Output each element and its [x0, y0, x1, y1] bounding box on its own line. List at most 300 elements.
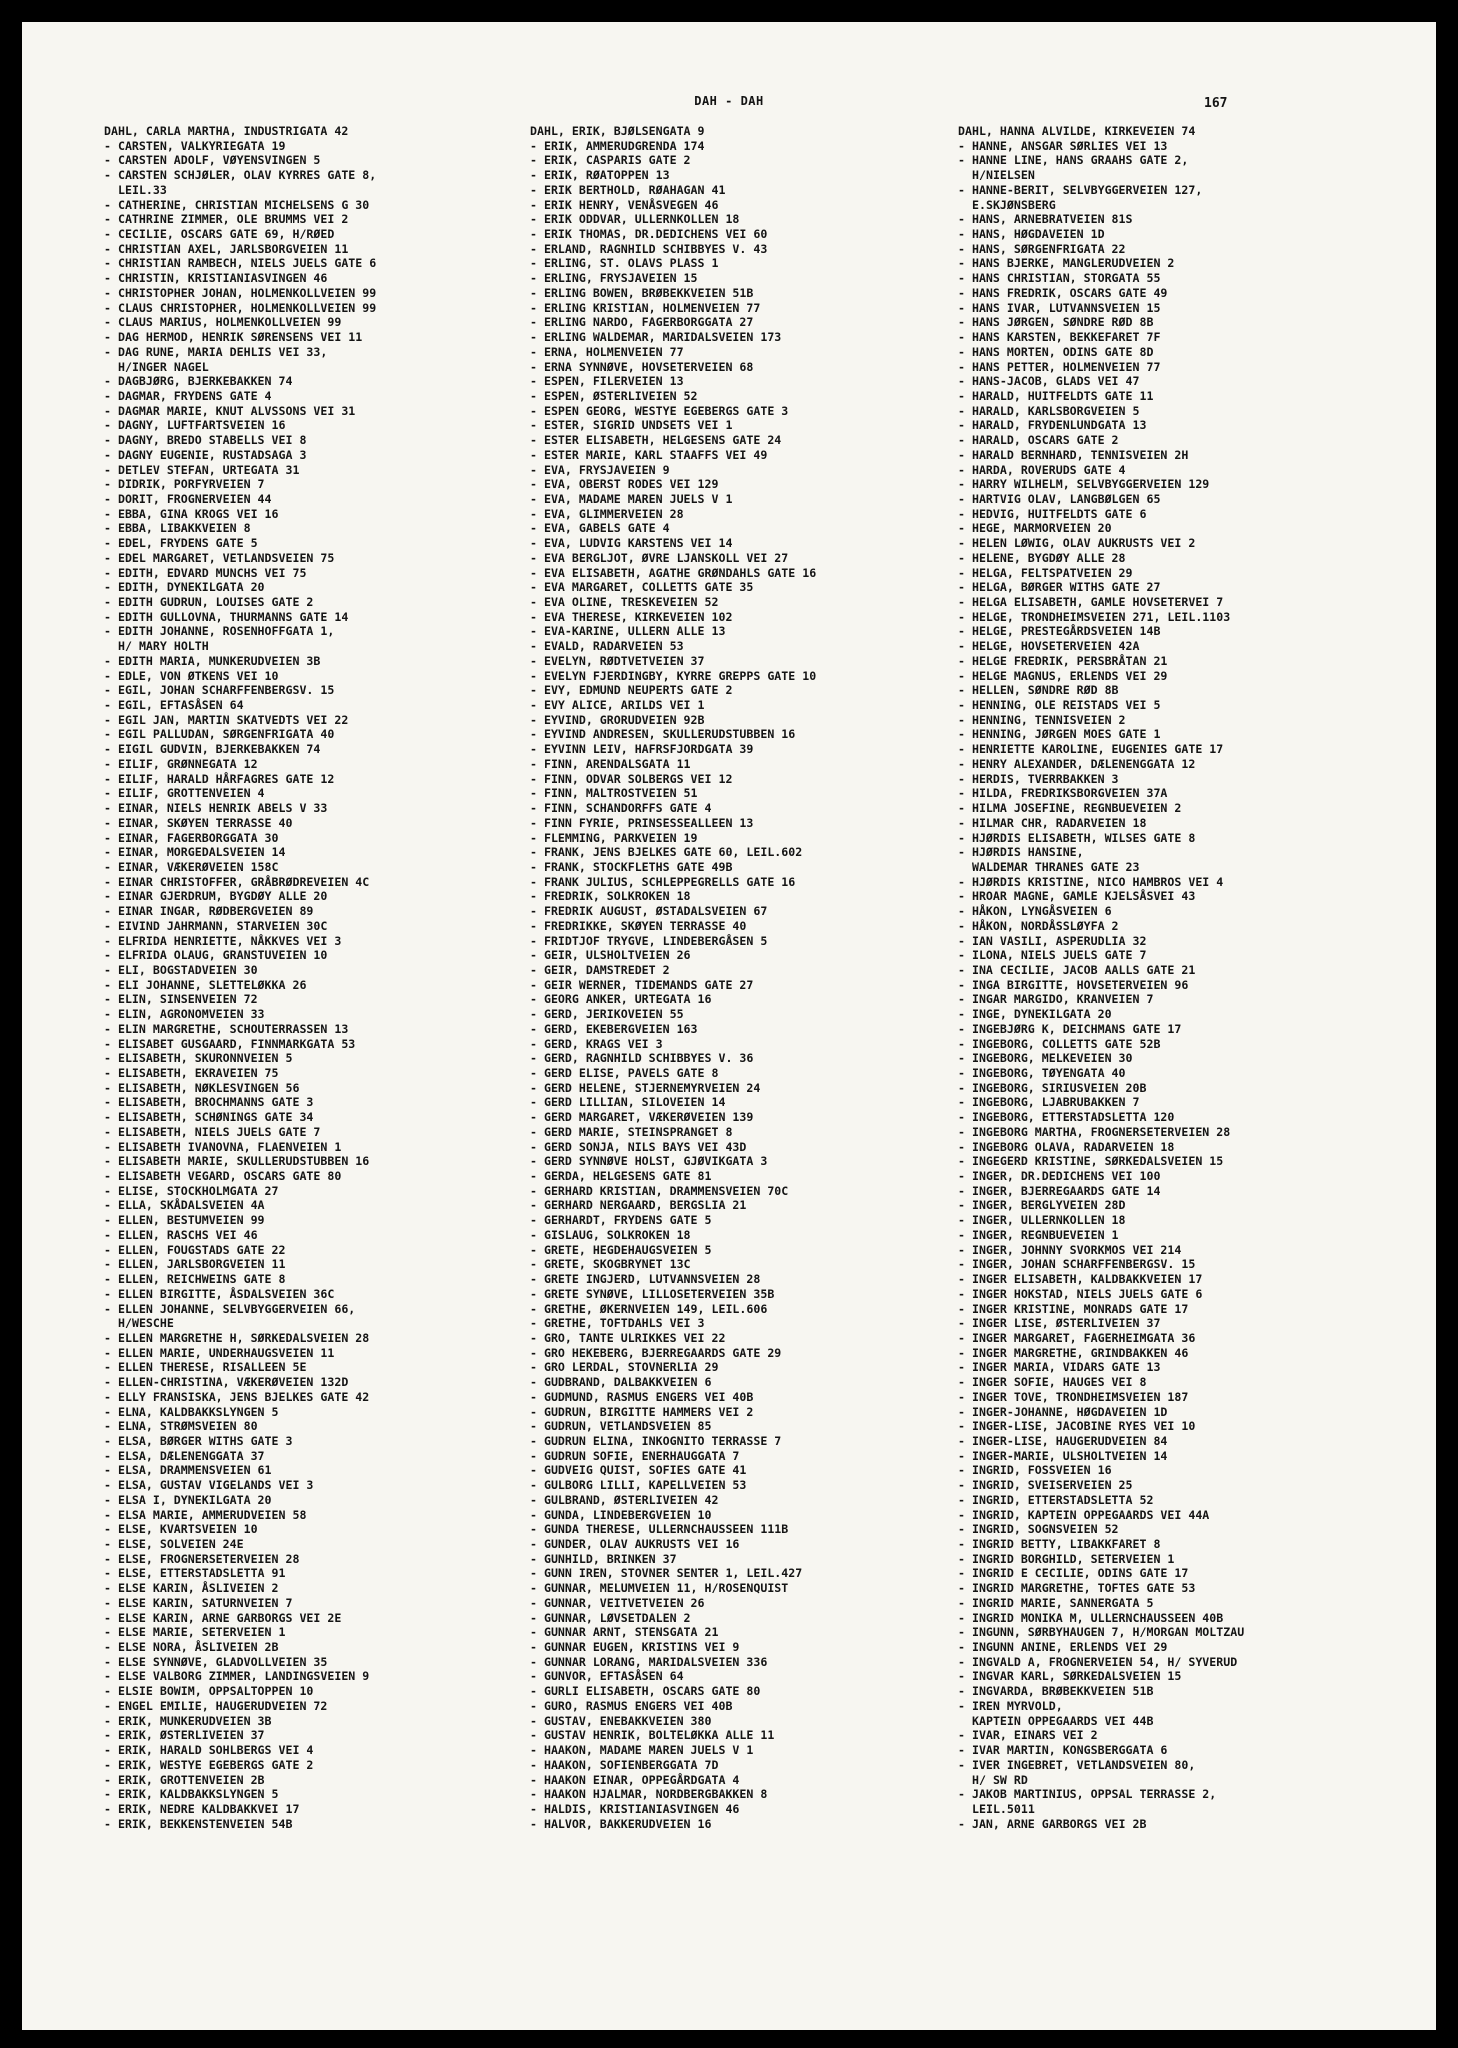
directory-entry: - CARSTEN SCHJØLER, OLAV KYRRES GATE 8,	[104, 168, 377, 183]
directory-entry: - INGE, DYNEKILGATA 20	[958, 1007, 1112, 1022]
directory-entry: - HEDVIG, HUITFELDTS GATE 6	[958, 506, 1147, 521]
directory-entry: - ELLEN, FOUGSTADS GATE 22	[104, 1242, 286, 1257]
directory-entry: - ELSA, GUSTAV VIGELANDS VEI 3	[104, 1478, 314, 1493]
directory-entry: - INGER, JOHNNY SVORKMOS VEI 214	[958, 1242, 1182, 1257]
directory-entry: - CARSTEN, VALKYRIEGATA 19	[104, 138, 286, 153]
directory-entry: - INGER-LISE, HAUGERUDVEIEN 84	[958, 1433, 1168, 1448]
directory-entry: - CHRISTOPHER JOHAN, HOLMENKOLLVEIEN 99	[104, 285, 377, 300]
directory-entry: - ELISABET GUSGAARD, FINNMARKGATA 53	[104, 1036, 356, 1051]
directory-entry: - ELLEN, JARLSBORGVEIEN 11	[104, 1257, 286, 1272]
directory-entry: - HANS, ARNEBRATVEIEN 81S	[958, 212, 1133, 227]
directory-entry: - HANS FREDRIK, OSCARS GATE 49	[958, 285, 1168, 300]
directory-entry: - EVALD, RADARVEIEN 53	[530, 639, 684, 654]
directory-entry: - HANS IVAR, LUTVANNSVEIEN 15	[958, 300, 1161, 315]
directory-entry: - ESTER, SIGRID UNDSETS VEI 1	[530, 418, 733, 433]
directory-entry: - HENNING, OLE REISTADS VEI 5	[958, 698, 1161, 713]
directory-entry: - ERLING KRISTIAN, HOLMENVEIEN 77	[530, 300, 761, 315]
directory-entry: - GUDRUN SOFIE, ENERHAUGGATA 7	[530, 1448, 740, 1463]
directory-entry: - INGRID E CECILIE, ODINS GATE 17	[958, 1566, 1189, 1581]
directory-entry: - EINAR, SKØYEN TERRASSE 40	[104, 815, 293, 830]
directory-entry: - HELGE MAGNUS, ERLENDS VEI 29	[958, 668, 1168, 683]
directory-entry: - ELISE, STOCKHOLMGATA 27	[104, 1183, 279, 1198]
directory-entry: - HELGE, TRONDHEIMSVEIEN 271, LEIL.1103	[958, 609, 1231, 624]
directory-entry: - ERIK ODDVAR, ULLERNKOLLEN 18	[530, 212, 740, 227]
directory-entry: - HJØRDIS ELISABETH, WILSES GATE 8	[958, 830, 1196, 845]
directory-entry: - ELISABETH, EKRAVEIEN 75	[104, 1066, 279, 1080]
directory-entry: - ELSE SYNNØVE, GLADVOLLVEIEN 35	[104, 1654, 328, 1669]
directory-entry: - HANNE-BERIT, SELVBYGGERVEIEN 127,	[958, 182, 1203, 197]
directory-entry: - FINN, ODVAR SOLBERGS VEI 12	[530, 771, 733, 786]
directory-entry: - GUNDA THERESE, ULLERNCHAUSSEEN 111B	[530, 1522, 789, 1537]
directory-entry: - ELIN, AGRONOMVEIEN 33	[104, 1007, 265, 1022]
directory-entry: - EDEL, FRYDENS GATE 5	[104, 536, 258, 551]
directory-entry: - HANS, SØRGENFRIGATA 22	[958, 241, 1126, 256]
directory-entry: - GUNHILD, BRINKEN 37	[530, 1551, 677, 1566]
directory-entry: - ELLEN, REICHWEINS GATE 8	[104, 1272, 286, 1287]
directory-entry: - GERD LILLIAN, SILOVEIEN 14	[530, 1095, 726, 1110]
directory-entry: - ELISABETH, NIELS JUELS GATE 7	[104, 1124, 321, 1139]
directory-entry: - HALDIS, KRISTIANIASVINGEN 46	[530, 1801, 740, 1816]
directory-entry: - GUDVEIG QUIST, SOFIES GATE 41	[530, 1463, 747, 1478]
directory-entry: - ELISABETH, BROCHMANNS GATE 3	[104, 1095, 314, 1110]
directory-entry: - ELLEN, RASCHS VEI 46	[104, 1227, 258, 1242]
directory-entry: - JAN, ARNE GARBORGS VEI 2B	[958, 1816, 1147, 1831]
directory-entry: - INGAR MARGIDO, KRANVEIEN 7	[958, 992, 1154, 1007]
directory-entry: - HJØRDIS HANSINE,	[958, 845, 1084, 860]
directory-entry: - GUDMUND, RASMUS ENGERS VEI 40B	[530, 1389, 754, 1404]
directory-entry: - ELFRIDA OLAUG, GRANSTUVEIEN 10	[104, 948, 328, 963]
directory-entry: - ELI, BOGSTADVEIEN 30	[104, 962, 258, 977]
directory-entry: - HELGE, PRESTEGÅRDSVEIEN 14B	[958, 624, 1161, 639]
directory-entry: - GUSTAV HENRIK, BOLTELØKKA ALLE 11	[530, 1728, 775, 1743]
directory-entry: - EVA, OBERST RODES VEI 129	[530, 477, 719, 492]
directory-entry: - EIGIL GUDVIN, BJERKEBAKKEN 74	[104, 742, 321, 757]
directory-entry: - HENRIETTE KAROLINE, EUGENIES GATE 17	[958, 742, 1224, 757]
directory-entry: - DAGBJØRG, BJERKEBAKKEN 74	[104, 374, 293, 389]
directory-entry: - DAG HERMOD, HENRIK SØRENSENS VEI 11	[104, 330, 363, 345]
directory-entry: - GEIR, ULSHOLTVEIEN 26	[530, 948, 691, 963]
directory-entry: - ELSE, SOLVEIEN 24E	[104, 1537, 244, 1551]
directory-entry: - ELLEN JOHANNE, SELVBYGGERVEIEN 66,	[104, 1301, 356, 1316]
directory-entry: - ELLA, SKÅDALSVEIEN 4A	[104, 1198, 265, 1213]
directory-entry: - GERD, RAGNHILD SCHIBBYES V. 36	[530, 1051, 754, 1066]
directory-entry: - ELISABETH IVANOVNA, FLAENVEIEN 1	[104, 1139, 342, 1154]
directory-entry: - EYVIND, GRORUDVEIEN 92B	[530, 712, 705, 727]
directory-column-3	[958, 124, 1396, 1831]
directory-entry: - INGRID MARIE, SANNERGATA 5	[958, 1595, 1154, 1610]
directory-entry: - IVAR, EINARS VEI 2	[958, 1728, 1098, 1743]
directory-entry: - EVA BERGLJOT, ØVRE LJANSKOLL VEI 27	[530, 550, 789, 565]
directory-entry: - HÅKON, NORDÅSSLØYFA 2	[958, 918, 1119, 933]
directory-entry: - HANS MORTEN, ODINS GATE 8D	[958, 344, 1154, 359]
directory-entry: - GUNNAR ARNT, STENSGATA 21	[530, 1625, 719, 1640]
directory-entry: - EVELYN FJERDINGBY, KYRRE GREPPS GATE 10	[530, 668, 817, 683]
directory-entry: - GRETE INGJERD, LUTVANNSVEIEN 28	[530, 1272, 761, 1287]
directory-entry: - EVA, LUDVIG KARSTENS VEI 14	[530, 536, 733, 551]
directory-entry: - GEIR WERNER, TIDEMANDS GATE 27	[530, 977, 754, 992]
directory-entry: - INGER-JOHANNE, HØGDAVEIEN 1D	[958, 1404, 1168, 1419]
directory-entry: - EYVINN LEIV, HAFRSFJORDGATA 39	[530, 742, 754, 757]
directory-entry: - INGRID BETTY, LIBAKKFARET 8	[958, 1537, 1161, 1551]
directory-entry: - ERIK HENRY, VENÅSVEGEN 46	[530, 197, 719, 212]
directory-entry: - INGRID MONIKA M, ULLERNCHAUSSEEN 40B	[958, 1610, 1224, 1625]
directory-entry: - EDITH, DYNEKILGATA 20	[104, 580, 265, 595]
directory-entry: - INGEGERD KRISTINE, SØRKEDALSVEIEN 15	[958, 1154, 1224, 1169]
directory-entry: - ELSE KARIN, ÅSLIVEIEN 2	[104, 1581, 279, 1596]
directory-entry: - GULBORG LILLI, KAPELLVEIEN 53	[530, 1478, 747, 1493]
directory-entry: - EILIF, GRØNNEGATA 12	[104, 756, 258, 771]
directory-entry: - INGEBORG, COLLETTS GATE 52B	[958, 1036, 1161, 1051]
directory-entry: - GUNNAR LORANG, MARIDALSVEIEN 336	[530, 1654, 768, 1669]
directory-entry: - HELGE FREDRIK, PERSBRÅTAN 21	[958, 653, 1168, 668]
directory-entry: - INGEBORG, MELKEVEIEN 30	[958, 1051, 1133, 1066]
directory-entry: - HROAR MAGNE, GAMLE KJELSÅSVEI 43	[958, 889, 1196, 904]
directory-entry: - HANS-JACOB, GLADS VEI 47	[958, 374, 1140, 389]
directory-entry: - INGVALD A, FROGNERVEIEN 54, H/ SYVERUD	[958, 1654, 1238, 1669]
directory-entry: DAHL, ERIK, BJØLSENGATA 9	[530, 124, 705, 138]
directory-entry: - GUNDA, LINDEBERGVEIEN 10	[530, 1507, 712, 1522]
directory-entry: - ELNA, KALDBAKKSLYNGEN 5	[104, 1404, 279, 1419]
directory-entry: - ELSA, DÆLENENGGATA 37	[104, 1448, 265, 1463]
directory-entry: - ESTER ELISABETH, HELGESENS GATE 24	[530, 433, 782, 448]
directory-entry: - GUNNAR, VEITVETVEIEN 26	[530, 1595, 705, 1610]
directory-entry: - GRETHE, ØKERNVEIEN 149, LEIL.606	[530, 1301, 768, 1316]
directory-entry: - HILDA, FREDRIKSBORGVEIEN 37A	[958, 786, 1168, 801]
directory-entry: - INGEBORG, LJABRUBAKKEN 7	[958, 1095, 1140, 1110]
directory-entry: - EVA, GLIMMERVEIEN 28	[530, 506, 684, 521]
directory-entry: - ELISABETH VEGARD, OSCARS GATE 80	[104, 1169, 342, 1184]
directory-entry: - FREDRIKKE, SKØYEN TERRASSE 40	[530, 918, 747, 933]
directory-entry: - EDITH GUDRUN, LOUISES GATE 2	[104, 595, 314, 609]
directory-entry: - ESPEN GEORG, WESTYE EGEBERGS GATE 3	[530, 403, 789, 418]
directory-entry: - GRO LERDAL, STOVNERLIA 29	[530, 1360, 719, 1375]
directory-entry: - ERIK, HARALD SOHLBERGS VEI 4	[104, 1743, 314, 1758]
directory-entry: - HARALD, KARLSBORGVEIEN 5	[958, 403, 1140, 418]
directory-entry: - GUNNAR EUGEN, KRISTINS VEI 9	[530, 1640, 740, 1655]
directory-entry: - ESPEN, FILERVEIEN 13	[530, 374, 684, 389]
directory-entry: - HELGA, BØRGER WITHS GATE 27	[958, 580, 1161, 595]
directory-entry: - IVAR MARTIN, KONGSBERGGATA 6	[958, 1743, 1168, 1758]
directory-entry: - ELSE VALBORG ZIMMER, LANDINGSVEIEN 9	[104, 1669, 370, 1684]
directory-entry: - FINN FYRIE, PRINSESSEALLEEN 13	[530, 815, 754, 830]
directory-entry: - INGRID, SOGNSVEIEN 52	[958, 1522, 1119, 1537]
directory-entry: - CATHRINE ZIMMER, OLE BRUMMS VEI 2	[104, 212, 349, 227]
directory-entry: - INGER, BJERREGAARDS GATE 14	[958, 1183, 1161, 1198]
directory-entry: - ERIK, BEKKENSTENVEIEN 54B	[104, 1816, 293, 1831]
directory-entry: H/WESCHE	[118, 1316, 174, 1331]
directory-entry: - GRO, TANTE ULRIKKES VEI 22	[530, 1330, 726, 1345]
directory-entry: - INGER-LISE, JACOBINE RYES VEI 10	[958, 1419, 1196, 1434]
directory-entry: - HANS BJERKE, MANGLERUDVEIEN 2	[958, 256, 1175, 271]
directory-entry: - INGER SOFIE, HAUGES VEI 8	[958, 1375, 1147, 1390]
directory-entry: - ELLEN BIRGITTE, ÅSDALSVEIEN 36C	[104, 1286, 335, 1301]
directory-entry: - ELSE KARIN, SATURNVEIEN 7	[104, 1595, 293, 1610]
directory-entry: - DAG RUNE, MARIA DEHLIS VEI 33,	[104, 344, 328, 359]
directory-entry: - INGUNN, SØRBYHAUGEN 7, H/MORGAN MOLTZAU	[958, 1625, 1245, 1640]
directory-entry: - ERIK, AMMERUDGRENDA 174	[530, 138, 705, 153]
directory-entry: - INGER MARIA, VIDARS GATE 13	[958, 1360, 1161, 1375]
directory-entry: - GUNNAR, LØVSETDALEN 2	[530, 1610, 691, 1625]
directory-entry: - GERHARD KRISTIAN, DRAMMENSVEIEN 70C	[530, 1183, 789, 1198]
directory-entry: - HANS CHRISTIAN, STORGATA 55	[958, 271, 1161, 286]
directory-entry: H/ MARY HOLTH	[118, 639, 209, 654]
directory-entry: - ERLING, FRYSJAVEIEN 15	[530, 271, 698, 286]
directory-entry: - EINAR, FAGERBORGGATA 30	[104, 830, 279, 845]
directory-entry: H/ SW RD	[972, 1772, 1028, 1787]
directory-entry: - ERLING, ST. OLAVS PLASS 1	[530, 256, 719, 271]
directory-entry: LEIL.33	[118, 182, 167, 197]
directory-entry: - INGRID, FOSSVEIEN 16	[958, 1463, 1112, 1478]
directory-entry: - GERD SYNNØVE HOLST, GJØVIKGATA 3	[530, 1154, 768, 1169]
directory-entry: - INGER LISE, ØSTERLIVEIEN 37	[958, 1316, 1161, 1331]
directory-entry: - ELLEN MARIE, UNDERHAUGSVEIEN 11	[104, 1345, 335, 1360]
directory-entry: - FLEMMING, PARKVEIEN 19	[530, 830, 698, 845]
directory-entry: - HARALD, OSCARS GATE 2	[958, 433, 1119, 448]
directory-entry: - GUNVOR, EFTASÅSEN 64	[530, 1669, 684, 1684]
directory-entry: - ELISABETH MARIE, SKULLERUDSTUBBEN 16	[104, 1154, 370, 1169]
directory-entry: - HANNE LINE, HANS GRAAHS GATE 2,	[958, 153, 1189, 168]
directory-entry: - INGRID, ETTERSTADSLETTA 52	[958, 1492, 1154, 1507]
directory-entry: - EIVIND JAHRMANN, STARVEIEN 30C	[104, 918, 328, 933]
directory-entry: - ILONA, NIELS JUELS GATE 7	[958, 948, 1147, 963]
directory-entry: - GERD, EKEBERGVEIEN 163	[530, 1021, 698, 1036]
directory-entry: - EVA, GABELS GATE 4	[530, 521, 670, 536]
directory-entry: - ERIK BERTHOLD, RØAHAGAN 41	[530, 182, 726, 197]
directory-entry: - HELGA ELISABETH, GAMLE HOVSETERVEI 7	[958, 595, 1224, 609]
directory-entry: - ERIK, WESTYE EGEBERGS GATE 2	[104, 1757, 314, 1772]
directory-entry: - EVA MARGARET, COLLETTS GATE 35	[530, 580, 754, 595]
directory-entry: - IAN VASILI, ASPERUDLIA 32	[958, 933, 1147, 948]
directory-entry: - ERIK, ØSTERLIVEIEN 37	[104, 1728, 265, 1743]
directory-entry: LEIL.5011	[972, 1801, 1035, 1816]
directory-entry: - EDITH GULLOVNA, THURMANNS GATE 14	[104, 609, 349, 624]
directory-entry: - INGRID MARGRETHE, TOFTES GATE 53	[958, 1581, 1196, 1596]
directory-entry: - GERDA, HELGESENS GATE 81	[530, 1169, 712, 1184]
directory-entry: - DAGNY, BREDO STABELLS VEI 8	[104, 433, 307, 448]
directory-entry: - GERD MARIE, STEINSPRANGET 8	[530, 1124, 733, 1139]
directory-entry: - HARTVIG OLAV, LANGBØLGEN 65	[958, 491, 1161, 506]
directory-entry: - JAKOB MARTINIUS, OPPSAL TERRASSE 2,	[958, 1787, 1217, 1802]
directory-entry: - HJØRDIS KRISTINE, NICO HAMBROS VEI 4	[958, 874, 1224, 889]
directory-entry: - GUSTAV, ENEBAKKVEIEN 380	[530, 1713, 712, 1728]
directory-entry: - DORIT, FROGNERVEIEN 44	[104, 491, 272, 506]
directory-entry: - DAGMAR MARIE, KNUT ALVSSONS VEI 31	[104, 403, 356, 418]
directory-entry: - INGER TOVE, TRONDHEIMSVEIEN 187	[958, 1389, 1189, 1404]
directory-entry: - ERIK, NEDRE KALDBAKKVEI 17	[104, 1801, 300, 1816]
directory-entry: - GERHARDT, FRYDENS GATE 5	[530, 1213, 712, 1228]
directory-entry: - GRETHE, TOFTDAHLS VEI 3	[530, 1316, 705, 1331]
directory-entry: - CHRISTIAN AXEL, JARLSBORGVEIEN 11	[104, 241, 349, 256]
directory-entry: - EVY ALICE, ARILDS VEI 1	[530, 698, 705, 713]
directory-entry: - GURLI ELISABETH, OSCARS GATE 80	[530, 1684, 761, 1699]
directory-entry: - HARDA, ROVERUDS GATE 4	[958, 462, 1126, 477]
directory-entry: - FREDRIK AUGUST, ØSTADALSVEIEN 67	[530, 904, 768, 919]
directory-entry: - ELLEN, BESTUMVEIEN 99	[104, 1213, 265, 1228]
directory-entry: - INGVARDA, BRØBEKKVEIEN 51B	[958, 1684, 1154, 1699]
directory-entry: - HILMAR CHR, RADARVEIEN 18	[958, 815, 1147, 830]
directory-entry: - INGEBORG, SIRIUSVEIEN 20B	[958, 1080, 1147, 1095]
directory-entry: - ELISABETH, SCHØNINGS GATE 34	[104, 1110, 314, 1125]
directory-entry: - INGER ELISABETH, KALDBAKKVEIEN 17	[958, 1272, 1203, 1287]
directory-entry: - EVA OLINE, TRESKEVEIEN 52	[530, 595, 719, 609]
directory-entry: - GEIR, DAMSTREDET 2	[530, 962, 670, 977]
directory-entry: - ERLING BOWEN, BRØBEKKVEIEN 51B	[530, 285, 754, 300]
directory-entry: - GERD ELISE, PAVELS GATE 8	[530, 1066, 719, 1080]
directory-entry: - INGER-MARIE, ULSHOLTVEIEN 14	[958, 1448, 1168, 1463]
directory-entry: H/NIELSEN	[972, 168, 1035, 183]
directory-entry: - CLAUS MARIUS, HOLMENKOLLVEIEN 99	[104, 315, 342, 330]
directory-entry: - ERIK, CASPARIS GATE 2	[530, 153, 691, 168]
directory-entry: - HELLEN, SØNDRE RØD 8B	[958, 683, 1119, 698]
directory-entry: - EVELYN, RØDTVETVEIEN 37	[530, 653, 705, 668]
directory-entry: - GUNN IREN, STOVNER SENTER 1, LEIL.427	[530, 1566, 803, 1581]
directory-entry: - INGER, REGNBUEVEIEN 1	[958, 1227, 1119, 1242]
directory-entry: - CHRISTIAN RAMBECH, NIELS JUELS GATE 6	[104, 256, 377, 271]
directory-entry: - ELSA MARIE, AMMERUDVEIEN 58	[104, 1507, 307, 1522]
directory-entry: - IREN MYRVOLD,	[958, 1698, 1063, 1713]
directory-entry: - FRANK, JENS BJELKES GATE 60, LEIL.602	[530, 845, 803, 860]
directory-entry: - EVA-KARINE, ULLERN ALLE 13	[530, 624, 726, 639]
directory-entry: - EDLE, VON ØTKENS VEI 10	[104, 668, 279, 683]
directory-entry: - ERIK, RØATOPPEN 13	[530, 168, 670, 183]
directory-entry: - EDITH JOHANNE, ROSENHOFFGATA 1,	[104, 624, 335, 639]
directory-entry: - GUDBRAND, DALBAKKVEIEN 6	[530, 1375, 712, 1390]
directory-entry: - EGIL JAN, MARTIN SKATVEDTS VEI 22	[104, 712, 349, 727]
directory-entry: - DAGMAR, FRYDENS GATE 4	[104, 388, 272, 403]
directory-entry: - EINAR, VÆKERØVEIEN 158C	[104, 859, 279, 874]
directory-entry: - INGER KRISTINE, MONRADS GATE 17	[958, 1301, 1189, 1316]
directory-entry: - ELSE MARIE, SETERVEIEN 1	[104, 1625, 286, 1640]
directory-entry: - GRO HEKEBERG, BJERREGAARDS GATE 29	[530, 1345, 782, 1360]
directory-entry: - INGEBORG OLAVA, RADARVEIEN 18	[958, 1139, 1175, 1154]
directory-entry: - HARALD, HUITFELDTS GATE 11	[958, 388, 1154, 403]
running-head: DAH - DAH	[694, 94, 764, 108]
directory-entry: DAHL, CARLA MARTHA, INDUSTRIGATA 42	[104, 124, 349, 138]
directory-entry: - GERD MARGARET, VÆKERØVEIEN 139	[530, 1110, 754, 1125]
directory-entry: - ENGEL EMILIE, HAUGERUDVEIEN 72	[104, 1698, 328, 1713]
directory-entry: - HAAKON HJALMAR, NORDBERGBAKKEN 8	[530, 1787, 768, 1802]
directory-entry: - FRANK JULIUS, SCHLEPPEGRELLS GATE 16	[530, 874, 796, 889]
directory-entry: - INGRID BORGHILD, SETERVEIEN 1	[958, 1551, 1175, 1566]
directory-entry: - HAAKON, MADAME MAREN JUELS V 1	[530, 1743, 754, 1758]
directory-entry: - CHRISTIN, KRISTIANIASVINGEN 46	[104, 271, 328, 286]
directory-entry: - EVY, EDMUND NEUPERTS GATE 2	[530, 683, 733, 698]
directory-entry: - ELLEN MARGRETHE H, SØRKEDALSVEIEN 28	[104, 1330, 370, 1345]
directory-entry: - INGER MARGARET, FAGERHEIMGATA 36	[958, 1330, 1196, 1345]
directory-entry: - GRETE SYNØVE, LILLOSETERVEIEN 35B	[530, 1286, 775, 1301]
directory-entry: - HARRY WILHELM, SELVBYGGERVEIEN 129	[958, 477, 1210, 492]
directory-entry: - HANNE, ANSGAR SØRLIES VEI 13	[958, 138, 1168, 153]
directory-entry: - INGER HOKSTAD, NIELS JUELS GATE 6	[958, 1286, 1203, 1301]
directory-entry: - HANS JØRGEN, SØNDRE RØD 8B	[958, 315, 1154, 330]
page-number: 167	[1204, 96, 1228, 111]
directory-entry: - EILIF, GROTTENVEIEN 4	[104, 786, 265, 801]
directory-entry: - FINN, ARENDALSGATA 11	[530, 756, 691, 771]
directory-entry: - EINAR GJERDRUM, BYGDØY ALLE 20	[104, 889, 328, 904]
directory-entry: - INGEBORG, TØYENGATA 40	[958, 1066, 1126, 1080]
directory-entry: - EINAR, MORGEDALSVEIEN 14	[104, 845, 286, 860]
directory-entry: - EINAR INGAR, RØDBERGVEIEN 89	[104, 904, 314, 919]
directory-entry: - INGUNN ANINE, ERLENDS VEI 29	[958, 1640, 1168, 1655]
directory-entry: - ERLING NARDO, FAGERBORGGATA 27	[530, 315, 754, 330]
directory-entry: - ERLING WALDEMAR, MARIDALSVEIEN 173	[530, 330, 782, 345]
directory-entry: - EINAR, NIELS HENRIK ABELS V 33	[104, 801, 328, 816]
directory-entry: - INGER, BERGLYVEIEN 28D	[958, 1198, 1126, 1213]
directory-entry: - ESPEN, ØSTERLIVEIEN 52	[530, 388, 698, 403]
directory-entry: - CARSTEN ADOLF, VØYENSVINGEN 5	[104, 153, 321, 168]
directory-entry: - CATHERINE, CHRISTIAN MICHELSENS G 30	[104, 197, 370, 212]
directory-entry: - ERIK, MUNKERUDVEIEN 3B	[104, 1713, 272, 1728]
directory-entry: - HEGE, MARMORVEIEN 20	[958, 521, 1112, 536]
directory-entry: - GISLAUG, SOLKROKEN 18	[530, 1227, 691, 1242]
directory-entry: - EYVIND ANDRESEN, SKULLERUDSTUBBEN 16	[530, 727, 796, 742]
directory-entry: - HARALD, FRYDENLUNDGATA 13	[958, 418, 1147, 433]
directory-entry: - ERLAND, RAGNHILD SCHIBBYES V. 43	[530, 241, 768, 256]
directory-entry: - INGER MARGRETHE, GRINDBAKKEN 46	[958, 1345, 1189, 1360]
directory-entry: - HELEN LØWIG, OLAV AUKRUSTS VEI 2	[958, 536, 1196, 551]
directory-entry: - EDITH, EDVARD MUNCHS VEI 75	[104, 565, 307, 580]
directory-entry: - EVA, MADAME MAREN JUELS V 1	[530, 491, 733, 506]
directory-entry: - INGER, JOHAN SCHARFFENBERGSV. 15	[958, 1257, 1196, 1272]
directory-entry: - HENRY ALEXANDER, DÆLENENGGATA 12	[958, 756, 1196, 771]
directory-entry: - ELSE, ETTERSTADSLETTA 91	[104, 1566, 286, 1581]
directory-entry: - GUNDER, OLAV AUKRUSTS VEI 16	[530, 1537, 740, 1551]
directory-entry: - GRETE, SKOGBRYNET 13C	[530, 1257, 691, 1272]
directory-entry: - ELSA, BØRGER WITHS GATE 3	[104, 1433, 293, 1448]
directory-entry: - EVA ELISABETH, AGATHE GRØNDAHLS GATE 16	[530, 565, 817, 580]
directory-entry: - DETLEV STEFAN, URTEGATA 31	[104, 462, 300, 477]
directory-entry: - EDEL MARGARET, VETLANDSVEIEN 75	[104, 550, 335, 565]
directory-entry: - ELLEN THERESE, RISALLEEN 5E	[104, 1360, 307, 1375]
directory-entry: - DAGNY, LUFTFARTSVEIEN 16	[104, 418, 286, 433]
directory-entry: - ELIN MARGRETHE, SCHOUTERRASSEN 13	[104, 1021, 349, 1036]
directory-entry: - HANS KARSTEN, BEKKEFARET 7F	[958, 330, 1161, 345]
directory-entry: WALDEMAR THRANES GATE 23	[972, 859, 1140, 874]
directory-entry: - ERNA SYNNØVE, HOVSETERVEIEN 68	[530, 359, 754, 374]
directory-entry: - ERNA, HOLMENVEIEN 77	[530, 344, 684, 359]
directory-entry: - EINAR CHRISTOFFER, GRÅBRØDREVEIEN 4C	[104, 874, 370, 889]
directory-entry: H/INGER NAGEL	[118, 359, 209, 374]
directory-entry: - ELSE NORA, ÅSLIVEIEN 2B	[104, 1640, 279, 1655]
directory-entry: - GERHARD NERGAARD, BERGSLIA 21	[530, 1198, 747, 1213]
directory-entry: - ESTER MARIE, KARL STAAFFS VEI 49	[530, 447, 768, 462]
directory-entry: - ELSE, FROGNERSETERVEIEN 28	[104, 1551, 300, 1566]
directory-column-1	[104, 124, 542, 1831]
directory-entry: - INGEBORG MARTHA, FROGNERSETERVEIEN 28	[958, 1124, 1231, 1139]
directory-entry: - ERIK THOMAS, DR.DEDICHENS VEI 60	[530, 227, 768, 242]
directory-entry: - GERD HELENE, STJERNEMYRVEIEN 24	[530, 1080, 761, 1095]
directory-entry: - FINN, SCHANDORFFS GATE 4	[530, 801, 712, 816]
directory-entry: - HENNING, JØRGEN MOES GATE 1	[958, 727, 1161, 742]
directory-column-2	[530, 124, 968, 1831]
directory-entry: - ELSE KARIN, ARNE GARBORGS VEI 2E	[104, 1610, 342, 1625]
directory-entry: - FINN, MALTROSTVEIEN 51	[530, 786, 698, 801]
directory-entry: - EVA, FRYSJAVEIEN 9	[530, 462, 670, 477]
directory-entry: - INGA BIRGITTE, HOVSETERVEIEN 96	[958, 977, 1189, 992]
directory-entry: - GRETE, HEGDEHAUGSVEIEN 5	[530, 1242, 712, 1257]
directory-entry: - GEORG ANKER, URTEGATA 16	[530, 992, 712, 1007]
directory-entry: - INGEBORG, ETTERSTADSLETTA 120	[958, 1110, 1175, 1125]
directory-entry: - HALVOR, BAKKERUDVEIEN 16	[530, 1816, 712, 1831]
directory-entry: - EGIL, JOHAN SCHARFFENBERGSV. 15	[104, 683, 335, 698]
directory-entry: - EBBA, GINA KROGS VEI 16	[104, 506, 279, 521]
directory-entry: - ELSE, KVARTSVEIEN 10	[104, 1522, 258, 1537]
directory-entry: - HANS PETTER, HOLMENVEIEN 77	[958, 359, 1161, 374]
directory-entry: - INGVAR KARL, SØRKEDALSVEIEN 15	[958, 1669, 1182, 1684]
directory-entry: - EVA THERESE, KIRKEVEIEN 102	[530, 609, 733, 624]
directory-entry: - HAAKON EINAR, OPPEGÅRDGATA 4	[530, 1772, 740, 1787]
directory-entry: - EGIL, EFTASÅSEN 64	[104, 698, 244, 713]
